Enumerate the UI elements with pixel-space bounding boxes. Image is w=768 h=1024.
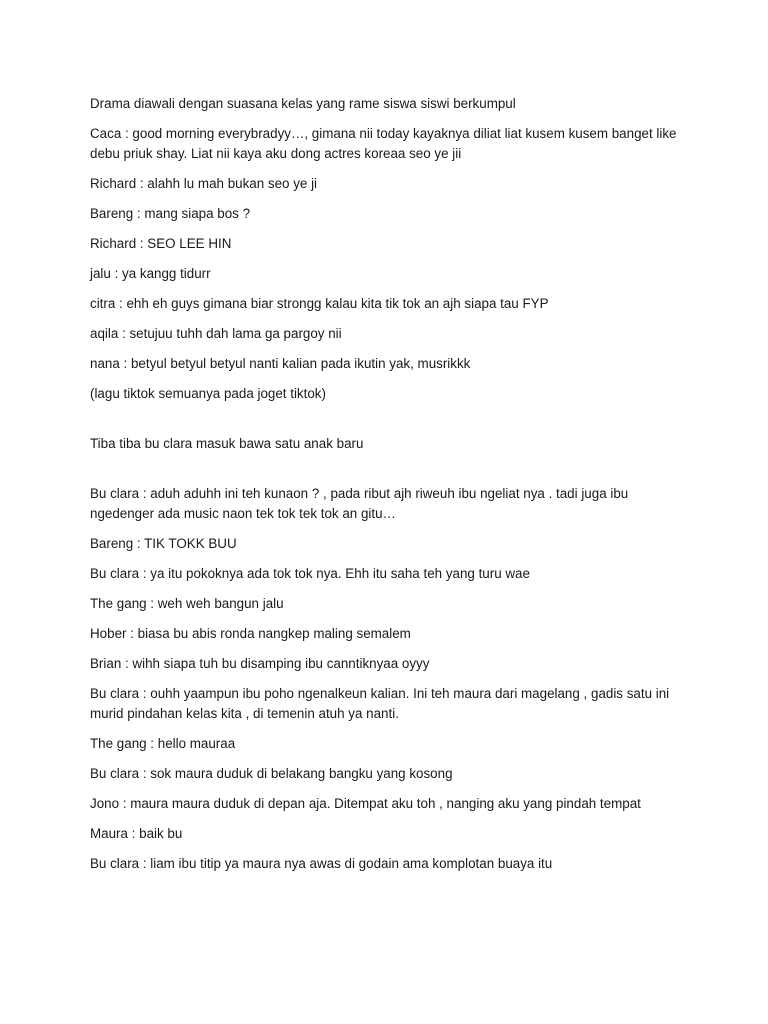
dialogue-line: Bu clara : sok maura duduk di belakang bangku yang kosong bbox=[90, 766, 453, 781]
dialogue-line: Maura : baik bu bbox=[90, 826, 183, 841]
dialogue-line: Brian : wihh siapa tuh bu disamping ibu canntiknyaa oyyy bbox=[90, 656, 430, 671]
dialogue-line: The gang : hello mauraa bbox=[90, 736, 236, 751]
dialogue-line: Bu clara : ya itu pokoknya ada tok tok nya. Ehh itu saha teh yang turu wae bbox=[90, 566, 530, 581]
scene-intro: Drama diawali dengan suasana kelas yang rame siswa siswi berkumpul bbox=[90, 96, 516, 111]
dialogue-line: Bareng : TIK TOKK BUU bbox=[90, 536, 237, 551]
stage-direction: (lagu tiktok semuanya pada joget tiktok) bbox=[90, 386, 326, 401]
dialogue-line: citra : ehh eh guys gimana biar strongg kalau kita tik tok an ajh siapa tau FYP bbox=[90, 296, 549, 311]
paragraph-gap bbox=[90, 414, 690, 434]
dialogue-line: The gang : weh weh bangun jalu bbox=[90, 596, 284, 611]
dialogue-line: Bareng : mang siapa bos ? bbox=[90, 206, 251, 221]
dialogue-line: aqila : setujuu tuhh dah lama ga pargoy nii bbox=[90, 326, 342, 341]
dialogue-line: nana : betyul betyul betyul nanti kalian pada ikutin yak, musrikkk bbox=[90, 356, 471, 371]
dialogue-line: Bu clara : aduh aduhh ini teh kunaon ? , pada ribut ajh riweuh ibu ngeliat nya . tadi juga ibu ngedenger ada music naon tek tok tek tok an gitu… bbox=[90, 486, 629, 521]
document-body bbox=[90, 94, 690, 884]
dialogue-line: Caca : good morning everybradyy…, gimana nii today kayaknya diliat liat kusem kusem banget like debu priuk shay. Liat nii kaya aku dong actres koreaa seo ye jii bbox=[90, 126, 677, 161]
dialogue-line: Richard : SEO LEE HIN bbox=[90, 236, 232, 251]
stage-direction: Tiba tiba bu clara masuk bawa satu anak baru bbox=[90, 436, 364, 451]
dialogue-line: Richard : alahh lu mah bukan seo ye ji bbox=[90, 176, 318, 191]
dialogue-line: jalu : ya kangg tidurr bbox=[90, 266, 211, 281]
dialogue-line: Bu clara : liam ibu titip ya maura nya awas di godain ama komplotan buaya itu bbox=[90, 856, 553, 871]
paragraph-gap bbox=[90, 464, 690, 484]
dialogue-line: Bu clara : ouhh yaampun ibu poho ngenalkeun kalian. Ini teh maura dari magelang , gadis satu ini murid pindahan kelas kita , di temenin atuh ya nanti. bbox=[90, 686, 670, 721]
dialogue-line: Hober : biasa bu abis ronda nangkep maling semalem bbox=[90, 626, 411, 641]
dialogue-line: Jono : maura maura duduk di depan aja. Ditempat aku toh , nanging aku yang pindah tempat bbox=[90, 796, 641, 811]
